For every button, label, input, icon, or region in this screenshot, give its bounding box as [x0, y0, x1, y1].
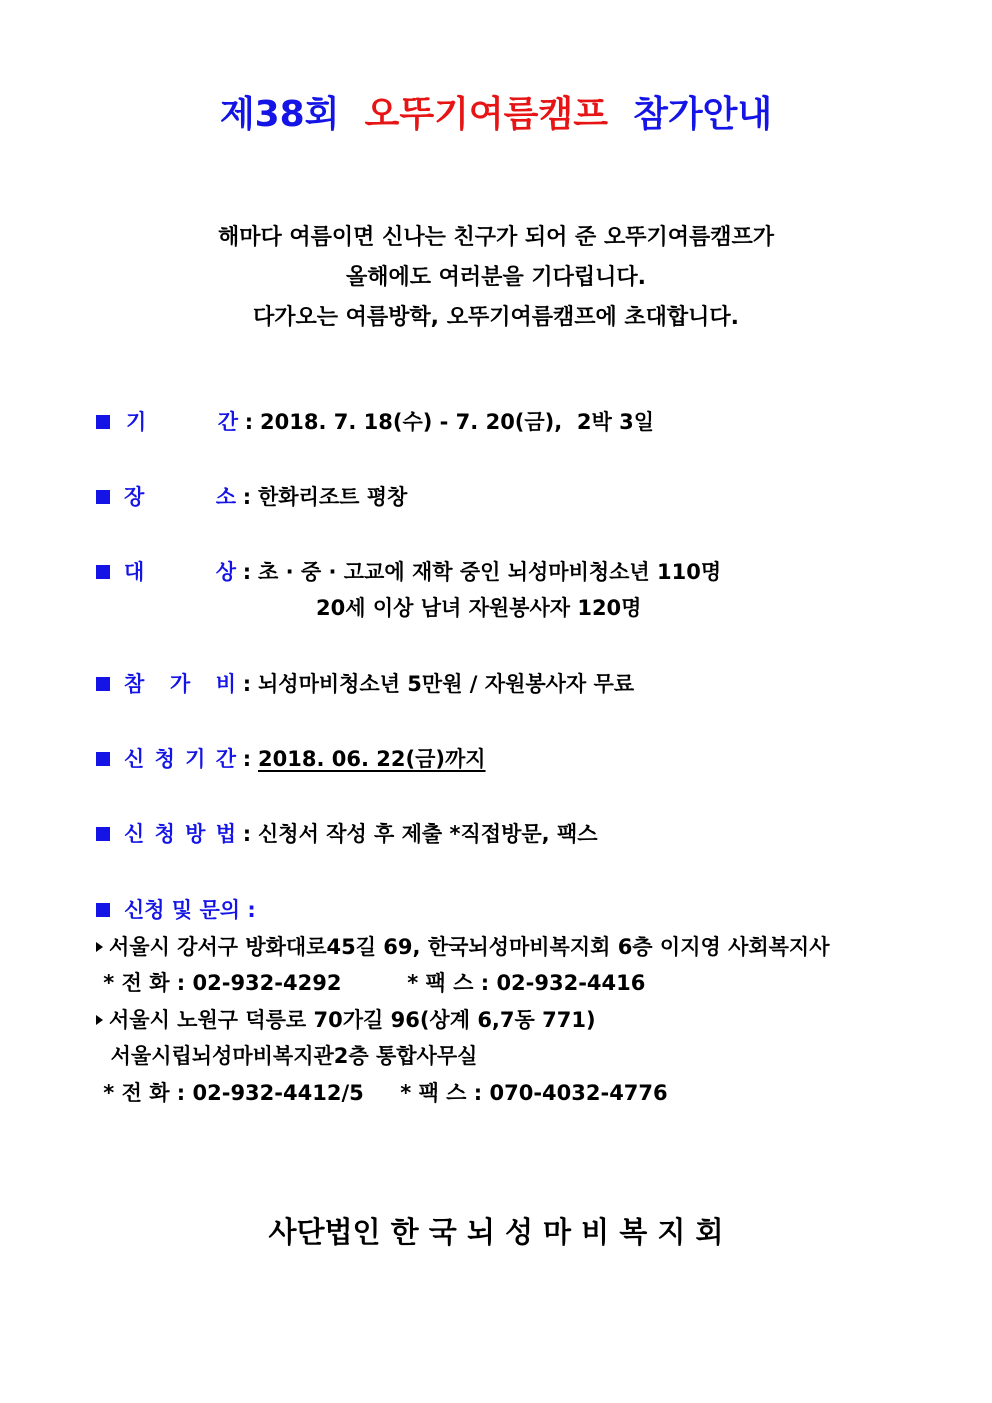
info-place: 장 소 : 한화리조트 평창	[96, 479, 956, 515]
square-bullet-icon	[96, 415, 110, 429]
info-value: 뇌성마비청소년 5만원 / 자원봉사자 무료	[258, 672, 635, 696]
info-value: 신청서 작성 후 제출 *직접방문, 팩스	[258, 822, 598, 846]
intro-line: 올해에도 여러분을 기다립니다.	[346, 265, 646, 290]
square-bullet-icon	[96, 903, 110, 917]
contact-address-1: 서울시 강서구 방화대로45길 69, 한국뇌성마비복지회 6층 이지영 사회복지사	[92, 929, 976, 966]
contact-section	[96, 892, 976, 1111]
info-label: 기 간	[126, 410, 238, 434]
info-value: 초 · 중 · 고교에 재학 중인 뇌성마비청소년 110명	[258, 560, 722, 584]
intro-paragraph	[0, 218, 992, 338]
square-bullet-icon	[96, 565, 110, 579]
info-label: 신 청 방 법	[124, 822, 236, 846]
info-deadline: 신 청 기 간 : 2018. 06. 22(금)까지	[96, 741, 956, 777]
info-label: 대 상	[124, 560, 236, 584]
intro-line: 다가오는 여름방학, 오뚜기여름캠프에 초대합니다.	[253, 305, 739, 330]
info-fee: 참 가 비 : 뇌성마비청소년 5만원 / 자원봉사자 무료	[96, 666, 956, 702]
intro-line: 해마다 여름이면 신나는 친구가 되어 준 오뚜기여름캠프가	[217, 225, 774, 250]
square-bullet-icon	[96, 827, 110, 841]
contact-address-2: 서울시 노원구 덕릉로 70가길 96(상계 6,7동 771)	[92, 1002, 976, 1039]
info-value: 2018. 7. 18(수) - 7. 20(금), 2박 3일	[260, 410, 654, 434]
organization-name: 사단법인 한 국 뇌 성 마 비 복 지 회	[268, 1215, 724, 1249]
square-bullet-icon	[96, 752, 110, 766]
title-part-2: 오뚜기여름캠프	[364, 94, 608, 135]
info-label: 신 청 기 간	[124, 747, 236, 771]
triangle-bullet-icon	[96, 942, 103, 952]
info-period: 기 간 : 2018. 7. 18(수) - 7. 20(금), 2박 3일	[96, 404, 956, 440]
square-bullet-icon	[96, 490, 110, 504]
info-target: 대 상 : 초 · 중 · 고교에 재학 중인 뇌성마비청소년 110명 20세 이상 남녀 자원봉사자 120명	[96, 554, 956, 626]
info-label: 참 가 비	[124, 672, 236, 696]
contact-heading: 신청 및 문의 :	[124, 898, 256, 922]
info-method: 신 청 방 법 : 신청서 작성 후 제출 *직접방문, 팩스	[96, 816, 956, 852]
contact-phone-1: * 전 화 : 02-932-4292 * 팩 스 : 02-932-4416	[96, 971, 646, 995]
contact-address-2-detail: 서울시립뇌성마비복지관2층 통합사무실	[96, 1044, 478, 1068]
info-value-continued: 20세 이상 남녀 자원봉사자 120명	[316, 596, 642, 620]
contact-phone-2: * 전 화 : 02-932-4412/5 * 팩 스 : 070-4032-4776	[96, 1080, 668, 1105]
triangle-bullet-icon	[96, 1015, 103, 1025]
title-part-3: 참가안내	[633, 94, 773, 135]
info-label: 장 소	[124, 485, 236, 509]
info-value: 한화리조트 평창	[258, 485, 408, 509]
info-value: 2018. 06. 22(금)까지	[258, 747, 486, 771]
title-part-1: 제38회	[219, 94, 340, 135]
page-title	[0, 86, 992, 137]
square-bullet-icon	[96, 677, 110, 691]
